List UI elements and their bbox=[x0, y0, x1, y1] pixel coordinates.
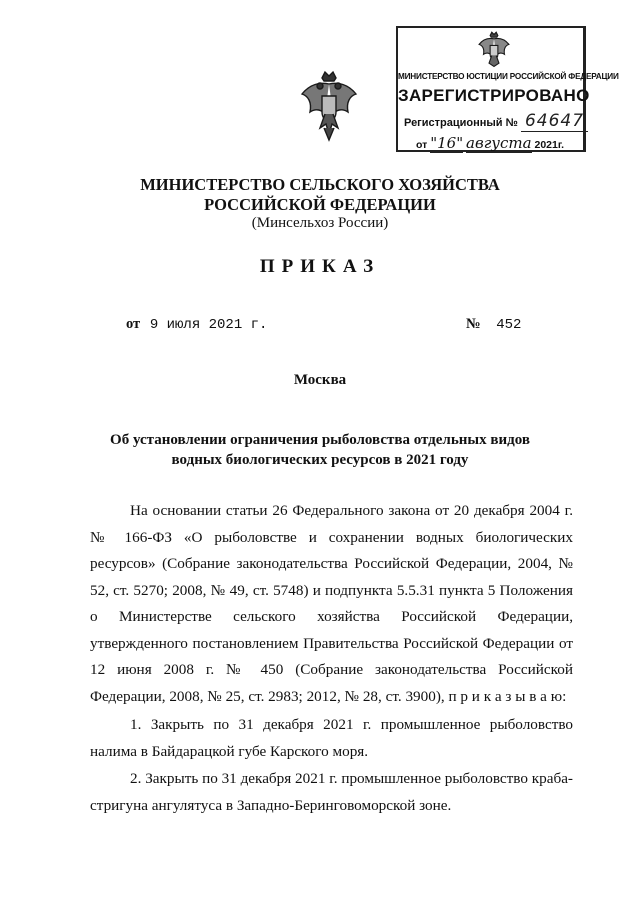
ministry-title-line2: РОССИЙСКОЙ ФЕДЕРАЦИИ bbox=[204, 195, 436, 214]
order-subject-line1: Об установлении ограничения рыболовства отдельных видов bbox=[110, 432, 530, 448]
body-item-2: 2. Закрыть по 31 декабря 2021 г. промышленное рыболовство краба-стригуна ангулятуса в Западно-Беринговоморской зоне. bbox=[90, 770, 573, 814]
stamp-reg-number: 64647 bbox=[521, 111, 588, 132]
coat-of-arms-emblem bbox=[298, 68, 360, 144]
stamp-ministry: МИНИСТЕРСТВО ЮСТИЦИИ РОССИЙСКОЙ ФЕДЕРАЦИИ bbox=[398, 72, 619, 81]
body-item-1: 1. Закрыть по 31 декабря 2021 г. промышленное рыболовство налима в Байдарацкой губе Карского моря. bbox=[90, 716, 573, 760]
registration-stamp bbox=[396, 26, 619, 152]
order-subject bbox=[0, 430, 640, 470]
order-date bbox=[126, 316, 267, 333]
city: Москва bbox=[293, 372, 347, 388]
coat-of-arms-emblem bbox=[476, 30, 512, 72]
ministry-title bbox=[0, 175, 640, 215]
stamp-reg-line bbox=[404, 111, 588, 131]
document-type: ПРИКАЗ bbox=[259, 256, 381, 277]
stamp-status: ЗАРЕГИСТРИРОВАНО bbox=[398, 86, 590, 105]
order-number-label: № bbox=[466, 316, 481, 332]
order-subject-line2: водных биологических ресурсов в 2021 году bbox=[171, 452, 469, 468]
stamp-date-prefix: от bbox=[416, 139, 428, 151]
stamp-reg-label: Регистрационный № bbox=[404, 117, 518, 129]
ministry-title-line1: МИНИСТЕРСТВО СЕЛЬСКОГО ХОЗЯЙСТВА bbox=[140, 175, 500, 194]
stamp-date-day: "16" bbox=[430, 134, 464, 152]
order-number bbox=[466, 316, 521, 333]
stamp-date-line bbox=[416, 134, 564, 152]
ministry-short-name: (Минсельхоз России) bbox=[251, 215, 389, 231]
order-number-value: 452 bbox=[496, 317, 522, 333]
stamp-date-year: 2021г. bbox=[534, 139, 565, 151]
order-date-value: 9 июля 2021 г. bbox=[149, 317, 268, 333]
body-intro-paragraph: На основании статьи 26 Федерального закона от 20 декабря 2004 г. № 166-ФЗ «О рыболовстве и сохранении водных биологических ресурсов» (Собрание законодательства Российской Федерации, 2004, № 52, ст. 5270; 2008, № 49, ст. 5748) и подпункта 5.5.31 пункта 5 Положения о Министерстве сельского хозяйства Российской Федерации, утвержденного постановлением Правительства Российской Федерации от 12 июня 2008 г. № 450 (Собрание законодательства Российской Федерации, 2008, № 25, ст. 2983; 2012, № 28, ст. 3900), п р и к а з ы в а ю: bbox=[90, 502, 573, 705]
stamp-date-month: августа bbox=[466, 134, 532, 152]
order-date-label: от bbox=[126, 316, 141, 332]
